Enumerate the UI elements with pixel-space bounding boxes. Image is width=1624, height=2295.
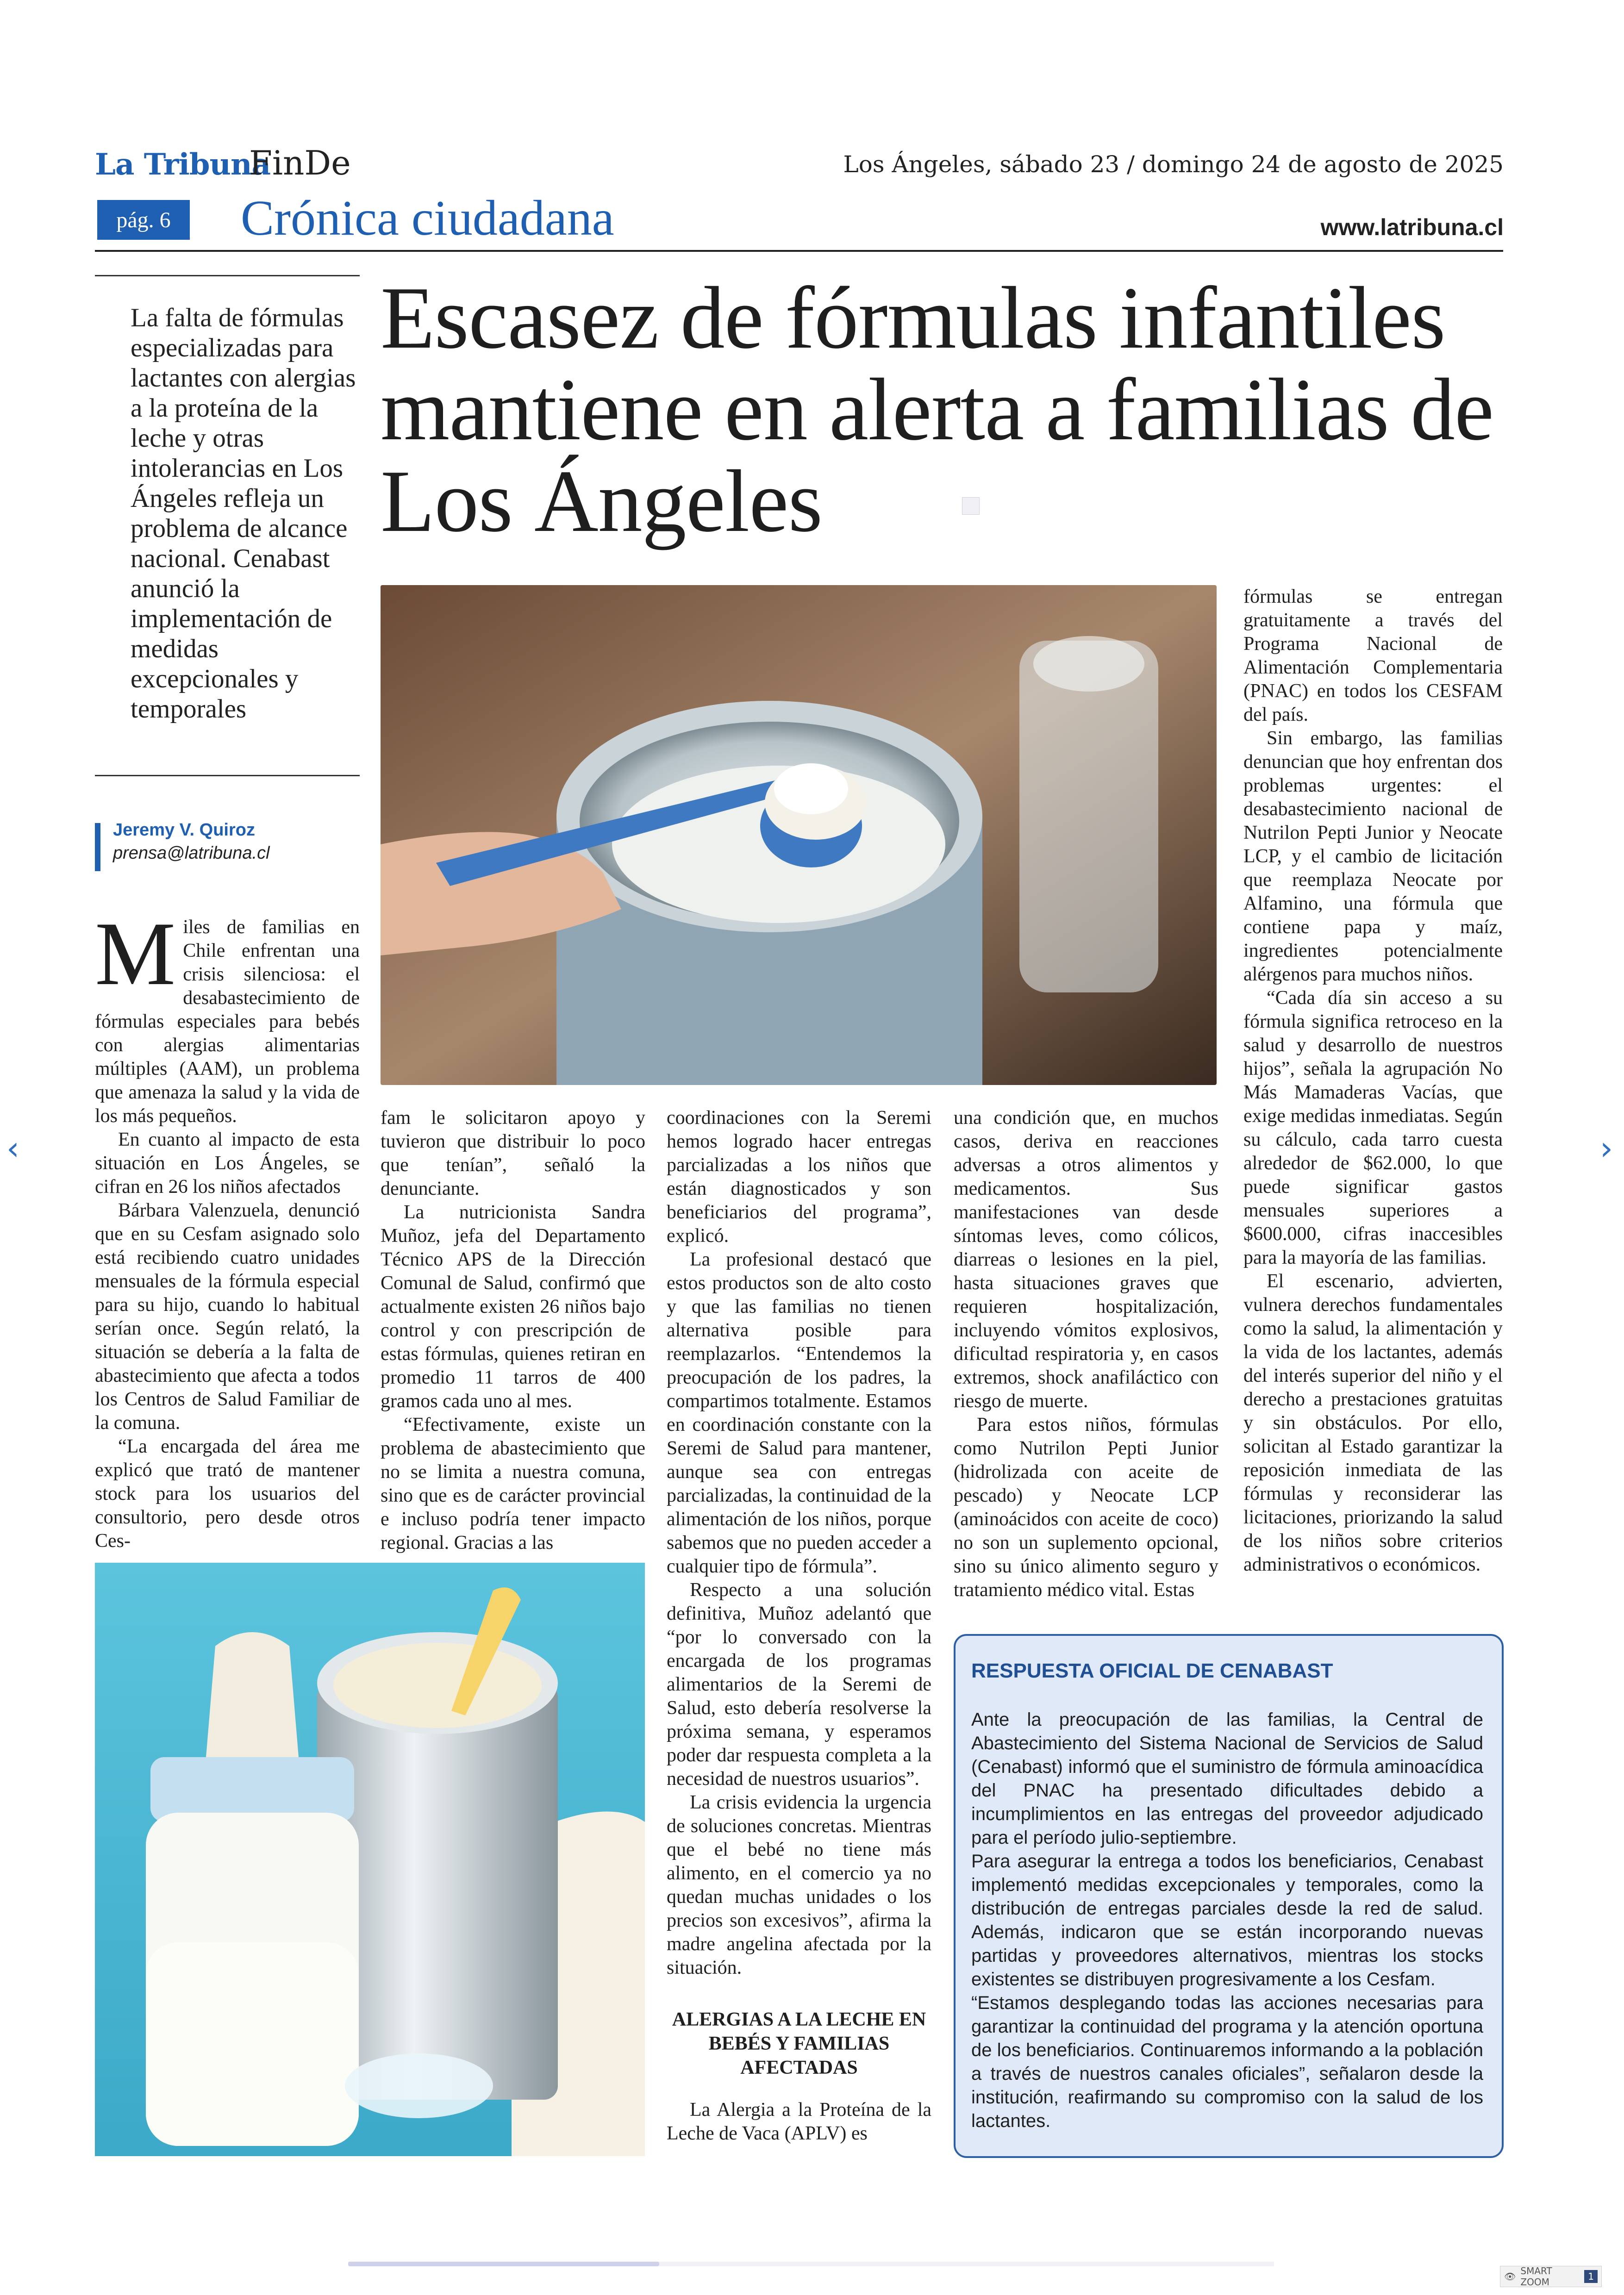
paragraph: “La encargada del área me explicó que trató de mantener stock para los usuarios del consultorio, pero desde otros Ces-: [95, 1436, 360, 1552]
comment-icon[interactable]: [962, 497, 980, 515]
article-column-5: [1243, 585, 1503, 1577]
header-divider: [95, 250, 1503, 252]
article-column-3: [667, 1106, 931, 2145]
box-paragraph: “Estamos desplegando todas las acciones necesarias para garantizar la continuidad del programa y la atención oportuna de los beneficiarios. Continuaremos informando a la población a través de nuestros canales oficiales”, señalaron desde la institución, reafirmando su compromiso con la salud de los lactantes.: [971, 1993, 1483, 2131]
box-title: RESPUESTA OFICIAL DE CENABAST: [971, 1659, 1333, 1682]
paragraph: En cuanto al impacto de esta situación en Los Ángeles, se cifran en 26 los niños afectados: [95, 1129, 360, 1197]
edition-name: FinDe: [249, 143, 351, 182]
issue-date: Los Ángeles, sábado 23 / domingo 24 de agosto de 2025: [843, 151, 1504, 178]
paragraph: una condición que, en muchos casos, deriva en reacciones adversas a otros alimentos y medicamentos. Sus manifestaciones van desde síntomas leves, como cólicos, diarreas o lesiones en la piel, hasta situaciones graves que requieren hospitalización, incluyendo vómitos explosivos, dificultad respiratoria y, en casos extremos, shock anafiláctico con riesgo de muerte.: [954, 1107, 1218, 1412]
website-link[interactable]: www.latribuna.cl: [1320, 214, 1504, 240]
author-email[interactable]: prensa@latribuna.cl: [113, 843, 270, 863]
lead-divider-top: [95, 275, 360, 276]
paragraph: iles de familias en Chile enfrentan una crisis silenciosa: el desabastecimiento de fórmulas especiales para bebés con alergias alimentarias múltiples (AAM), un problema que amenaza la salud y la vida de los más pequeños.: [95, 917, 360, 1127]
paragraph: Bárbara Valenzuela, denunció que en su Cesfam asignado solo está recibiendo cuatro unidades mensuales de la fórmula especial para su hijo, cuando lo habitual serían once. Según relató, la situación se debería a la falta de abastecimiento que afecta a todos los Centros de Salud Familiar de la comuna.: [95, 1200, 360, 1434]
paragraph: La nutricionista Sandra Muñoz, jefa del Departamento Técnico APS de la Dirección Comunal de Salud, confirmó que actualmente existen 26 niños bajo control y con prescripción de estas fórmulas, quienes retiran en promedio 11 tarros de 400 gramos cada uno al mes.: [381, 1202, 645, 1412]
lead-divider-bottom: [95, 775, 360, 776]
byline-accent: [95, 823, 100, 871]
paragraph: La crisis evidencia la urgencia de soluciones concretas. Mientras que el bebé no tiene más alimento, en el comercio ya no quedan muchas unidades o los precios son excesivos”, afirma la madre angelina afectada por la situación.: [667, 1792, 931, 1978]
paragraph: Respecto a una solución definitiva, Muñoz adelantó que “por lo conversado con la encargada de los programas alimentarios de la Seremi de Salud, esto debería resolverse la próxima semana, y esperamos poder dar respuesta completa a la necesidad de nuestros usuarios”.: [667, 1579, 931, 1790]
paragraph: “Cada día sin acceso a su fórmula significa retroceso en la salud y desarrollo de nuestros hijos”, señala la agrupación No Más Mamaderas Vacías, que exige medidas inmediatas. Según su cálculo, cada tarro cuesta alrededor de $62.000, lo que puede significar gastos mensuales superiores a $600.000, cifras inaccesibles para la mayoría de las familias.: [1243, 987, 1503, 1268]
paragraph: fórmulas se entregan gratuitamente a través del Programa Nacional de Alimentación Complementaria (PNAC) en todos los CESFAM del país.: [1243, 586, 1503, 725]
article-column-2: [381, 1106, 645, 1555]
author-name: Jeremy V. Quiroz: [113, 820, 255, 840]
main-photo-formula-scoop: [381, 585, 1217, 1085]
article-column-4: [954, 1106, 1218, 1602]
scrollbar-thumb[interactable]: [348, 2262, 659, 2266]
box-body: [971, 1708, 1483, 2133]
paragraph: Para estos niños, fórmulas como Nutrilon Pepti Junior (hidrolizada con aceite de pescado) y Neocate LCP (aminoácidos con aceite de coco) no son un suplemento opcional, sino su único alimento seguro y tratamiento médico vital. Estas: [954, 1414, 1218, 1601]
paragraph: “Efectivamente, existe un problema de abastecimiento que no se limita a nuestra comuna, sino que es de carácter provincial e incluso podría tener impacto regional. Gracias a las: [381, 1414, 645, 1553]
smart-zoom-label: SMART ZOOM: [1520, 2265, 1552, 2288]
eye-icon: 👁: [1504, 2271, 1516, 2282]
next-page-arrow-icon[interactable]: ›: [1600, 1129, 1613, 1167]
subheading: ALERGIAS A LA LECHE EN BEBÉS Y FAMILIAS AFECTADAS: [672, 2009, 926, 2078]
page-number: 1: [1584, 2270, 1598, 2283]
prev-page-arrow-icon[interactable]: ‹: [6, 1129, 19, 1167]
dropcap: M: [95, 904, 176, 1004]
box-paragraph: Ante la preocupación de las familias, la Central de Abastecimiento del Sistema Nacional de Servicios de Salud (Cenabast) informó que el suministro de fórmula aminoacídica del PNAC ha presentado dificultades debido a incumplimientos en las entregas del proveedor adjudicado para el período julio-septiembre.: [971, 1709, 1483, 1848]
smart-zoom-control[interactable]: [1500, 2266, 1602, 2287]
article-column-1: [95, 904, 360, 1553]
paragraph: El escenario, advierten, vulnera derechos fundamentales como la salud, la alimentación y la vida de los lactantes, además del interés superior del niño y el derecho a prestaciones gratuitas y sin obstáculos. Por ello, solicitan al Estado garantizar la reposición inmediata de las fórmulas y reconsiderar las licitaciones, priorizando la salud de los niños sobre criterios administrativos o económicos.: [1243, 1271, 1503, 1575]
box-paragraph: Para asegurar la entrega a todos los beneficiarios, Cenabast implementó medidas excepcionales y temporales, como la distribución de entregas parciales desde la red de salud. Además, indicaron que se están incorporando nuevas partidas y proveedores alternativos, mientras los stocks existentes se distribuyen progresivamente a los Cesfam.: [971, 1851, 1483, 1989]
section-title: Crónica ciudadana: [241, 191, 614, 246]
paragraph: fam le solicitaron apoyo y tuvieron que distribuir lo poco que tenían”, señaló la denunciante.: [381, 1107, 645, 1199]
paragraph: coordinaciones con la Seremi hemos logrado hacer entregas parcializadas a los niños que están diagnosticados y son beneficiarios del programa”, explicó.: [667, 1107, 931, 1247]
page-badge: pág. 6: [97, 200, 190, 240]
article-headline: Escasez de fórmulas infantiles mantiene en alerta a familias de Los Ángeles: [381, 268, 1494, 550]
article-lead: La falta de fórmulas especializadas para lactantes con alergias a la proteína de la leche y otras intolerancias en Los Ángeles refleja un problema de alcance nacional. Cenabast anunció la implementación de medidas excepcionales y temporales: [131, 303, 356, 723]
paragraph: Sin embargo, las familias denuncian que hoy enfrentan dos problemas urgentes: el desabastecimiento nacional de Nutrilon Pepti Junior y Neocate LCP, y el cambio de licitación que reemplaza Neocate por Alfamino, una fórmula que contiene papa y maíz, ingredientes potencialmente alérgenos para muchos niños.: [1243, 728, 1503, 985]
paragraph: La Alergia a la Proteína de la Leche de Vaca (APLV) es: [667, 2099, 931, 2144]
paragraph: La profesional destacó que estos productos son de alto costo y que las familias no tienen alternativa posible para reemplazarlos. “Entendemos la preocupación de los padres, la compartimos totalmente. Estamos en coordinación constante con la Seremi de Salud para mantener, aunque sea con entregas parcializadas, la continuidad de la alimentación de los niños, porque sabemos que no pueden acceder a cualquier tipo de fórmula”.: [667, 1249, 931, 1577]
brand-logo: La Tribuna: [95, 147, 271, 182]
photo-baby-bottle-formula: [95, 1563, 645, 2156]
